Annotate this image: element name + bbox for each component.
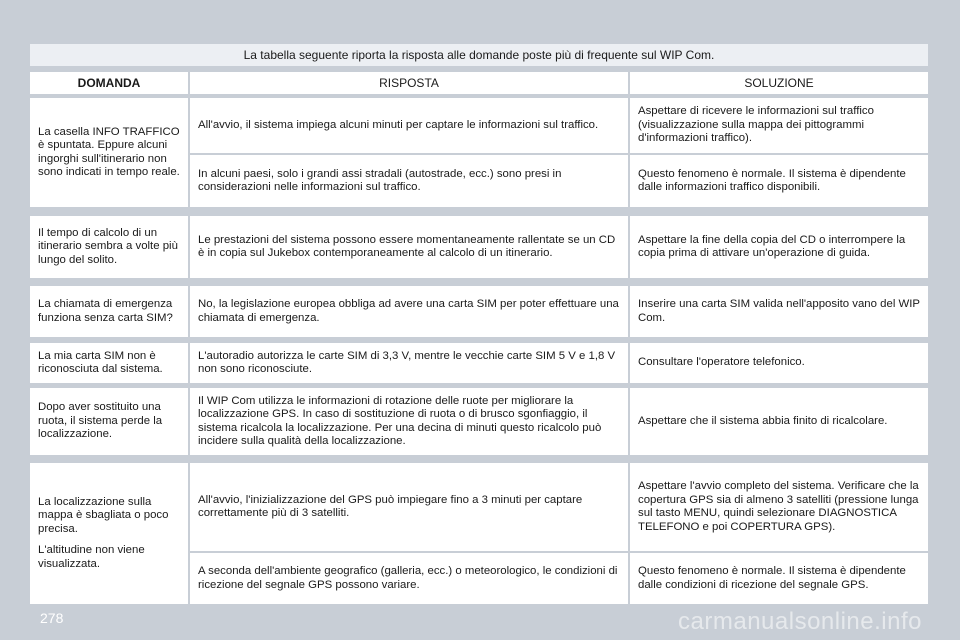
solution-cell	[630, 343, 928, 383]
answer-cell	[190, 286, 628, 337]
solution-cell	[630, 286, 928, 337]
solution-cell	[630, 553, 928, 604]
faq-row	[30, 216, 928, 278]
solution-cell	[630, 463, 928, 551]
question-text: La localizzazione sulla mappa è sbagliata o poco precisa.	[38, 495, 169, 535]
solution-text: Aspettare di ricevere le informazioni sul traffico (visualizzazione sulla mappa dei pittogrammi d'informazioni traffico).	[638, 105, 874, 145]
question-text: L'altitudine non viene visualizzata.	[38, 544, 145, 570]
answer-cell	[190, 216, 628, 278]
question-text: La casella INFO TRAFFICO è spuntata. Eppure alcuni ingorghi sull'itinerario non sono indicati in tempo reale.	[38, 125, 180, 178]
solution-cell	[630, 98, 928, 153]
answer-text: All'avvio, l'inizializzazione del GPS può impiegare fino a 3 minuti per captare correttamente più di 3 satelliti.	[198, 493, 583, 519]
faq-row	[30, 286, 928, 337]
solution-text: Questo fenomeno è normale. Il sistema è dipendente dalle informazioni traffico disponibili.	[638, 167, 906, 193]
answer-text: No, la legislazione europea obbliga ad avere una carta SIM per poter effettuare una chiamata di emergenza.	[198, 298, 619, 324]
solution-text: Aspettare che il sistema abbia finito di ricalcolare.	[638, 414, 888, 427]
question-cell	[30, 98, 188, 207]
answer-text: A seconda dell'ambiente geografico (galleria, ecc.) o meteorologico, le condizioni di ricezione del segnale GPS possono variare.	[198, 565, 618, 591]
answer-cell	[190, 98, 628, 153]
answer-text: L'autoradio autorizza le carte SIM di 3,3 V, mentre le vecchie carte SIM 5 V e 1,8 V non sono riconosciute.	[198, 349, 616, 375]
watermark: carmanualsonline.info	[678, 608, 922, 635]
solution-text: Inserire una carta SIM valida nell'apposito vano del WIP Com.	[638, 298, 920, 324]
header-solution: SOLUZIONE	[630, 72, 928, 94]
page-number: 278	[40, 610, 64, 626]
question-text: Dopo aver sostituito una ruota, il sistema perde la localizzazione.	[38, 401, 163, 441]
header-question: DOMANDA	[30, 72, 188, 94]
header-answer: RISPOSTA	[190, 72, 628, 94]
solution-text: Aspettare l'avvio completo del sistema. Verificare che la copertura GPS sia di almeno 3 satelliti (pressione lunga sul tasto MENU, quindi selezionare DIAGNOSTICA TELEFONO e poi COPERTURA GPS).	[638, 480, 919, 533]
answer-cell	[190, 343, 628, 383]
solution-cell	[630, 216, 928, 278]
question-text: La mia carta SIM non è riconosciuta dal sistema.	[38, 349, 163, 375]
answer-text: Le prestazioni del sistema possono essere momentaneamente rallentate se un CD è in copia sul Jukebox contemporaneamente al calcolo di un itinerario.	[198, 233, 616, 259]
question-cell	[30, 343, 188, 383]
answer-text: In alcuni paesi, solo i grandi assi stradali (autostrade, ecc.) sono presi in considerazioni nelle informazioni sul traffico.	[198, 167, 562, 193]
answer-cell	[190, 553, 628, 604]
question-cell	[30, 216, 188, 278]
question-cell	[30, 463, 188, 604]
faq-row	[30, 388, 928, 455]
question-text: Il tempo di calcolo di un itinerario sembra a volte più lungo del solito.	[38, 226, 178, 266]
faq-row	[30, 343, 928, 383]
question-cell	[30, 286, 188, 337]
faq-row	[30, 98, 928, 207]
solution-text: Aspettare la fine della copia del CD o interrompere la copia prima di attivare un'operazione di guida.	[638, 233, 906, 259]
answer-text: Il WIP Com utilizza le informazioni di rotazione delle ruote per migliorare la localizzazione GPS. In caso di sostituzione di ruota o di brusco sgonfiaggio, il sistema ricalcola la localizzazione. Per una decina di minuti questo ricalcolo può incidere sulla qualità della localizzazione.	[198, 394, 602, 447]
answer-cell	[190, 388, 628, 455]
solution-cell	[630, 155, 928, 207]
answer-cell	[190, 155, 628, 207]
intro-caption: La tabella seguente riporta la risposta alle domande poste più di frequente sul WIP Com.	[30, 44, 928, 66]
answer-cell	[190, 463, 628, 551]
faq-row	[30, 463, 928, 604]
solution-cell	[630, 388, 928, 455]
question-cell	[30, 388, 188, 455]
answer-text: All'avvio, il sistema impiega alcuni minuti per captare le informazioni sul traffico.	[198, 118, 599, 131]
solution-text: Consultare l'operatore telefonico.	[638, 356, 805, 369]
solution-text: Questo fenomeno è normale. Il sistema è dipendente dalle condizioni di ricezione del segnale GPS.	[638, 565, 906, 591]
question-text: La chiamata di emergenza funziona senza carta SIM?	[38, 298, 173, 324]
